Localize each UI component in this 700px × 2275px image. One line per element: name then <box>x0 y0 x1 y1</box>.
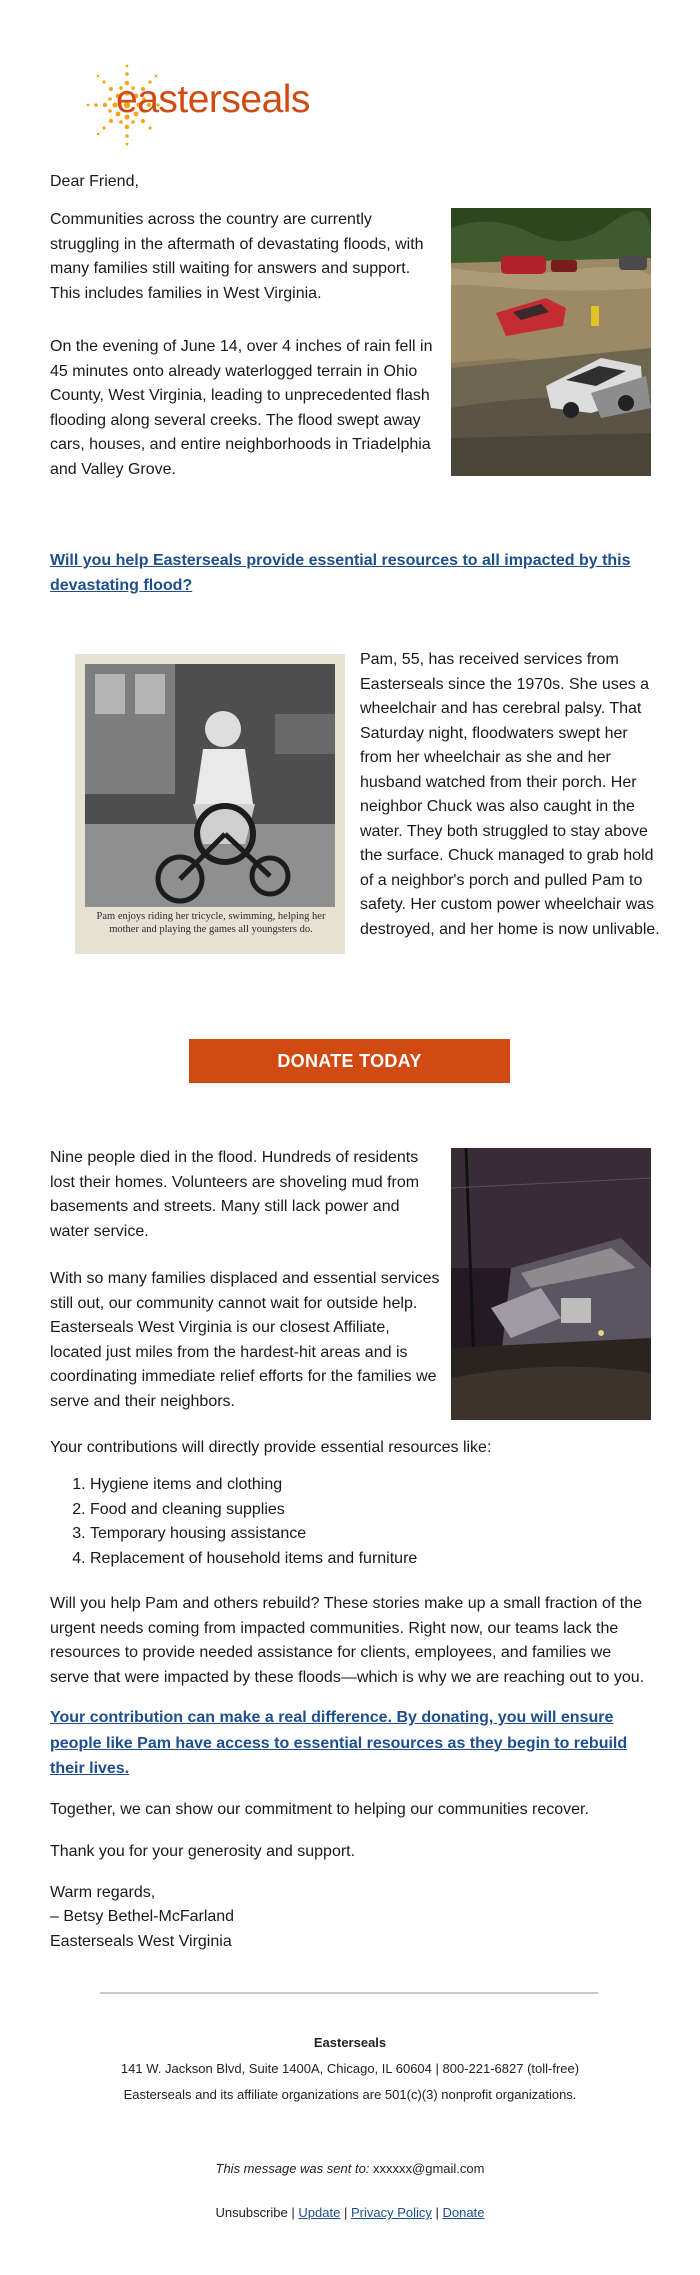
flood-cars-image-icon <box>451 208 651 476</box>
flood-photo-cars <box>451 208 651 476</box>
greeting: Dear Friend, <box>50 173 139 190</box>
signer-name: – Betsy Bethel-McFarland <box>50 1908 235 1925</box>
appeal-link[interactable]: Will you help Easterseals provide essential resources to all impacted by this devastating flood? <box>50 552 631 594</box>
link-separator: | <box>343 2205 348 2220</box>
intro-paragraph-1: Communities across the country are currently struggling in the aftermath of devastating floods, with many families still waiting for answers and support. This includes families in West Virginia. <box>50 211 424 302</box>
footer-address: 141 W. Jackson Blvd, Suite 1400A, Chicago, IL 60604 | 800-221-6827 (toll-free) <box>120 2061 580 2076</box>
impact-paragraph-2: With so many families displaced and essential services still out, our community cannot wait for outside help. Easterseals West Virginia is our closest Affiliate, located just miles from the hardest-hit areas and is coordinating immediate relief efforts for the families we serve and their neighbors. <box>50 1270 440 1410</box>
pam-photo-caption: Pam enjoys riding her tricycle, swimming, helping her mother and playing the games all youngsters do. <box>96 911 326 935</box>
unsubscribe-link[interactable]: Unsubscribe <box>215 2205 288 2220</box>
privacy-policy-link[interactable]: Privacy Policy <box>350 2205 432 2220</box>
easterseals-logo[interactable] <box>80 60 310 150</box>
footer-sent-to <box>0 2160 700 2178</box>
donate-today-button[interactable]: DONATE TODAY <box>189 1039 510 1083</box>
resources-list <box>50 1473 670 1571</box>
list-item: 2. Food and cleaning supplies <box>90 1498 670 1523</box>
donate-link[interactable]: Donate <box>442 2205 485 2220</box>
logo-wordmark: easterseals <box>116 78 310 121</box>
intro-paragraph-2: On the evening of June 14, over 4 inches of rain fell in 45 minutes onto already waterlogged terrain in Ohio County, West Virginia, leading to unprecedented flash flooding along several creeks. The flood swept away cars, houses, and entire neighborhoods in Triadelphia and Valley Grove. <box>50 338 433 478</box>
sent-to-email: xxxxxx@gmail.com <box>373 2161 485 2176</box>
list-item: 1. Hygiene items and clothing <box>90 1473 670 1498</box>
destroyed-house-image-icon <box>451 1148 651 1420</box>
pam-tricycle-image-icon <box>75 654 345 954</box>
footer-divider <box>100 1992 598 1994</box>
signoff-text: Warm regards, <box>50 1884 156 1901</box>
pam-photo <box>75 654 345 954</box>
pam-story: Pam, 55, has received services from Easterseals since the 1970s. She uses a wheelchair and has cerebral palsy. That Saturday night, floodwaters swept her from her wheelchair as she and her husband watched from their porch. Her neighbor Chuck was also caught in the water. They both struggled to stay above the surface. Chuck managed to grab hold of a neighbor's porch and pulled Pam to safety. Her custom power wheelchair was destroyed, and her home is now unlivable. <box>360 651 660 938</box>
difference-link[interactable]: Your contribution can make a real difference. By donating, you will ensure people like Pam have access to essential resources as they begin to rebuild their lives. <box>50 1709 628 1777</box>
thanks-text: Thank you for your generosity and support. <box>50 1843 356 1860</box>
list-item: 3. Temporary housing assistance <box>90 1522 670 1547</box>
together-text: Together, we can show our commitment to helping our communities recover. <box>50 1801 589 1818</box>
list-item: 4. Replacement of household items and furniture <box>90 1547 670 1572</box>
flood-photo-house <box>451 1148 651 1420</box>
link-separator: | <box>435 2205 439 2220</box>
rebuild-paragraph: Will you help Pam and others rebuild? These stories make up a small fraction of the urgent needs coming from impacted communities. Right now, our teams lack the resources to provide needed assistance for clients, employees, and families we serve that were impacted by these floods—which is why we are reaching out to you. <box>50 1595 645 1686</box>
footer-links <box>0 2204 700 2222</box>
footer-org: Easterseals <box>313 2035 387 2050</box>
signer-org: Easterseals West Virginia <box>50 1933 232 1950</box>
sent-to-label: This message was sent to: <box>215 2161 370 2176</box>
resources-intro: Your contributions will directly provide essential resources like: <box>50 1439 492 1456</box>
sunburst-logo-icon <box>80 60 310 150</box>
update-link[interactable]: Update <box>298 2205 341 2220</box>
link-separator: | <box>291 2205 295 2220</box>
impact-paragraph-1: Nine people died in the flood. Hundreds of residents lost their homes. Volunteers are shoveling mud from basements and streets. Many still lack power and water service. <box>50 1149 420 1240</box>
footer-nonprofit: Easterseals and its affiliate organizations are 501(c)(3) nonprofit organizations. <box>123 2087 577 2102</box>
